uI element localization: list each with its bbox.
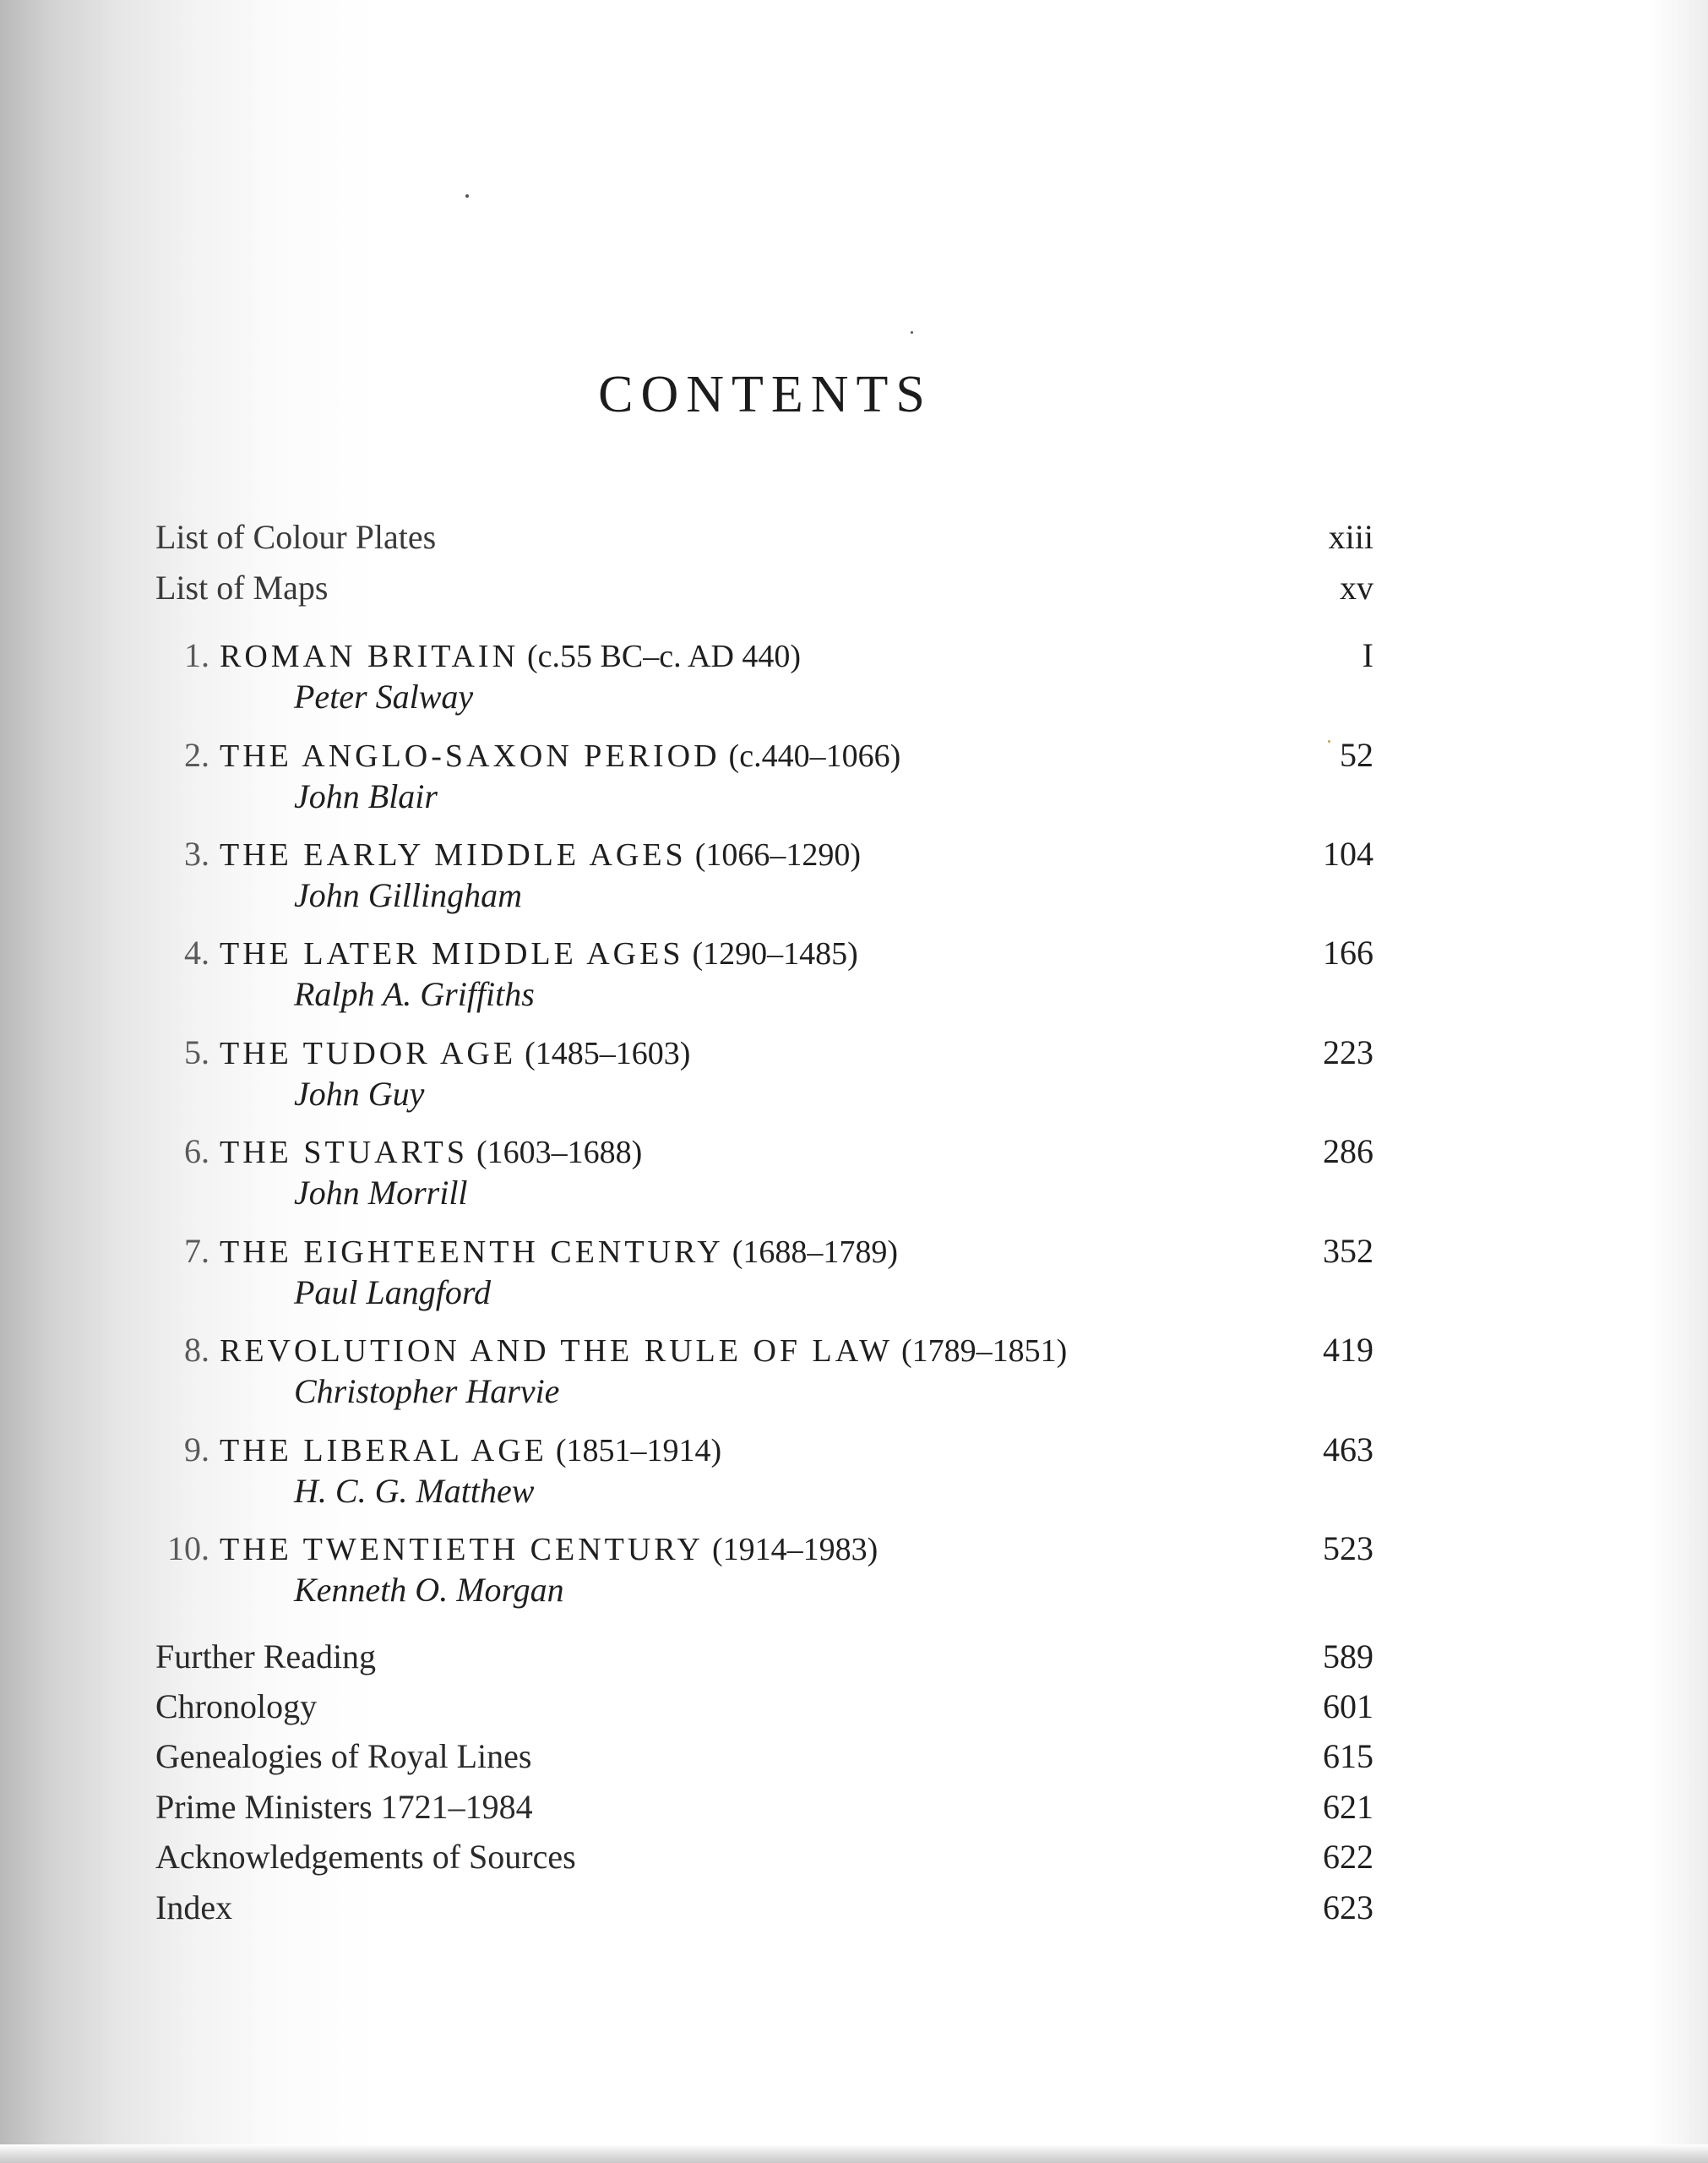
chapter-number: 7.	[184, 1232, 209, 1270]
page-number: 166	[1323, 934, 1373, 972]
dust-speck	[465, 194, 469, 198]
page-title: CONTENTS	[598, 366, 933, 423]
page-number: 623	[1323, 1888, 1373, 1926]
chapter-heading: THE EIGHTEENTH CENTURY	[220, 1234, 724, 1270]
chapter-dates: (1914–1983)	[712, 1532, 878, 1567]
toc-entry-acknowledgements[interactable]: Acknowledgements of Sources	[155, 1838, 576, 1876]
chapter-dates: (1851–1914)	[555, 1433, 722, 1468]
chapter-dates: (1688–1789)	[732, 1234, 899, 1270]
chapter-author: Christopher Harvie	[294, 1372, 560, 1410]
page-number: 615	[1323, 1737, 1373, 1775]
page-number: 463	[1323, 1430, 1373, 1468]
toc-entry-genealogies[interactable]: Genealogies of Royal Lines	[155, 1737, 532, 1775]
toc-entry-prime-ministers[interactable]: Prime Ministers 1721–1984	[155, 1788, 533, 1826]
chapter-number: 9.	[184, 1430, 209, 1468]
chapter-author: Kenneth O. Morgan	[294, 1571, 564, 1609]
page-number: 589	[1323, 1637, 1373, 1675]
chapter-heading: THE LATER MIDDLE AGES	[220, 936, 684, 972]
page-number: xiii	[1328, 518, 1373, 556]
chapter-title-stuarts[interactable]	[220, 1131, 642, 1171]
chapter-title-tudor-age[interactable]	[220, 1032, 690, 1072]
chapter-dates: (1789–1851)	[901, 1333, 1068, 1369]
chapter-author: Peter Salway	[294, 678, 474, 716]
dust-speck	[1328, 740, 1330, 743]
chapter-number: 4.	[184, 934, 209, 972]
page-number: 52	[1340, 736, 1373, 774]
page-number: 601	[1323, 1687, 1373, 1725]
toc-entry-colour-plates[interactable]: List of Colour Plates	[155, 518, 437, 556]
chapter-author: H. C. G. Matthew	[294, 1472, 535, 1510]
chapter-heading: THE TWENTIETH CENTURY	[220, 1532, 704, 1567]
chapter-dates: (1485–1603)	[525, 1036, 691, 1071]
chapter-author: John Morrill	[294, 1174, 468, 1212]
page-number: 352	[1323, 1232, 1373, 1270]
chapter-heading: THE LIBERAL AGE	[220, 1433, 547, 1468]
chapter-author: John Guy	[294, 1075, 425, 1113]
page-number: 104	[1323, 835, 1373, 873]
chapter-author: Paul Langford	[294, 1273, 491, 1311]
chapter-dates: (1066–1290)	[694, 837, 862, 873]
chapter-heading: ROMAN BRITAIN	[220, 639, 519, 674]
chapter-title-later-middle-ages[interactable]	[220, 933, 858, 973]
page-number: 419	[1323, 1331, 1373, 1369]
chapter-dates: (c.55 BC–c. AD 440)	[527, 639, 802, 674]
dust-speck	[911, 331, 913, 334]
toc-entry-maps[interactable]: List of Maps	[155, 569, 329, 607]
chapter-number: 5.	[184, 1033, 209, 1071]
chapter-dates: (c.440–1066)	[728, 738, 901, 774]
page-number: 621	[1323, 1788, 1373, 1826]
page-number: xv	[1340, 569, 1373, 607]
chapter-title-roman-britain[interactable]	[220, 635, 801, 675]
chapter-dates: (1290–1485)	[692, 936, 858, 972]
chapter-number: 3.	[184, 835, 209, 873]
chapter-heading: REVOLUTION AND THE RULE OF LAW	[220, 1333, 894, 1369]
chapter-heading: THE EARLY MIDDLE AGES	[220, 837, 687, 873]
toc-entry-chronology[interactable]: Chronology	[155, 1687, 318, 1725]
chapter-title-anglo-saxon[interactable]	[220, 735, 900, 775]
chapter-dates: (1603–1688)	[476, 1135, 643, 1170]
chapter-title-revolution[interactable]	[220, 1330, 1067, 1370]
chapter-number: 10.	[167, 1529, 209, 1567]
chapter-author: John Gillingham	[294, 876, 522, 914]
chapter-number: 2.	[184, 736, 209, 774]
chapter-number: 8.	[184, 1331, 209, 1369]
chapter-title-liberal-age[interactable]	[220, 1430, 721, 1469]
chapter-author: John Blair	[294, 777, 438, 815]
chapter-heading: THE STUARTS	[220, 1135, 469, 1170]
chapter-number: 6.	[184, 1132, 209, 1170]
toc-entry-index[interactable]: Index	[155, 1888, 233, 1926]
toc-entry-further-reading[interactable]: Further Reading	[155, 1637, 377, 1675]
chapter-title-early-middle-ages[interactable]	[220, 834, 861, 874]
page-number: 523	[1323, 1529, 1373, 1567]
page-number: 286	[1323, 1132, 1373, 1170]
chapter-title-twentieth-century[interactable]	[220, 1528, 878, 1568]
chapter-author: Ralph A. Griffiths	[294, 975, 535, 1013]
page-number: I	[1362, 636, 1373, 674]
chapter-number: 1.	[184, 636, 209, 674]
chapter-title-eighteenth-century[interactable]	[220, 1231, 898, 1271]
page-number: 223	[1323, 1033, 1373, 1071]
chapter-heading: THE ANGLO-SAXON PERIOD	[220, 738, 721, 774]
chapter-heading: THE TUDOR AGE	[220, 1036, 517, 1071]
page-number: 622	[1323, 1838, 1373, 1876]
